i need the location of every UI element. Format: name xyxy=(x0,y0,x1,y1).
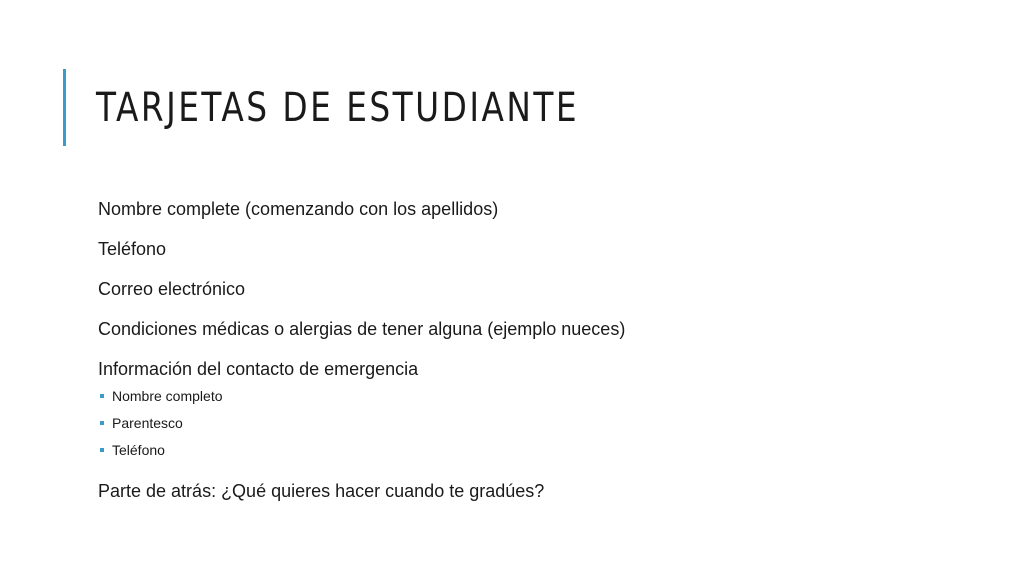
sublist-item xyxy=(98,384,978,411)
square-bullet-icon xyxy=(100,421,104,425)
list-item-phone: Teléfono xyxy=(98,239,167,259)
list-item-email: Correo electrónico xyxy=(98,279,246,299)
title-accent-bar xyxy=(63,69,66,146)
sublist-item xyxy=(98,411,978,438)
bullet-list xyxy=(98,197,978,519)
emergency-contact-sublist xyxy=(98,384,978,465)
sublist-item-label: Parentesco xyxy=(112,415,183,431)
sublist-item-label: Nombre completo xyxy=(112,388,223,404)
list-item-emergency-contact: Información del contacto de emergencia xyxy=(98,359,419,379)
slide-title: TARJETAS DE ESTUDIANTE xyxy=(96,85,580,131)
square-bullet-icon xyxy=(100,448,104,452)
sublist-item xyxy=(98,438,978,465)
list-item-full-name: Nombre complete (comenzando con los apellidos) xyxy=(98,199,499,219)
list-item-back-side: Parte de atrás: ¿Qué quieres hacer cuando te gradúes? xyxy=(98,481,545,501)
square-bullet-icon xyxy=(100,394,104,398)
sublist-item-label: Teléfono xyxy=(112,442,165,458)
list-item-medical-conditions: Condiciones médicas o alergias de tener alguna (ejemplo nueces) xyxy=(98,319,626,339)
